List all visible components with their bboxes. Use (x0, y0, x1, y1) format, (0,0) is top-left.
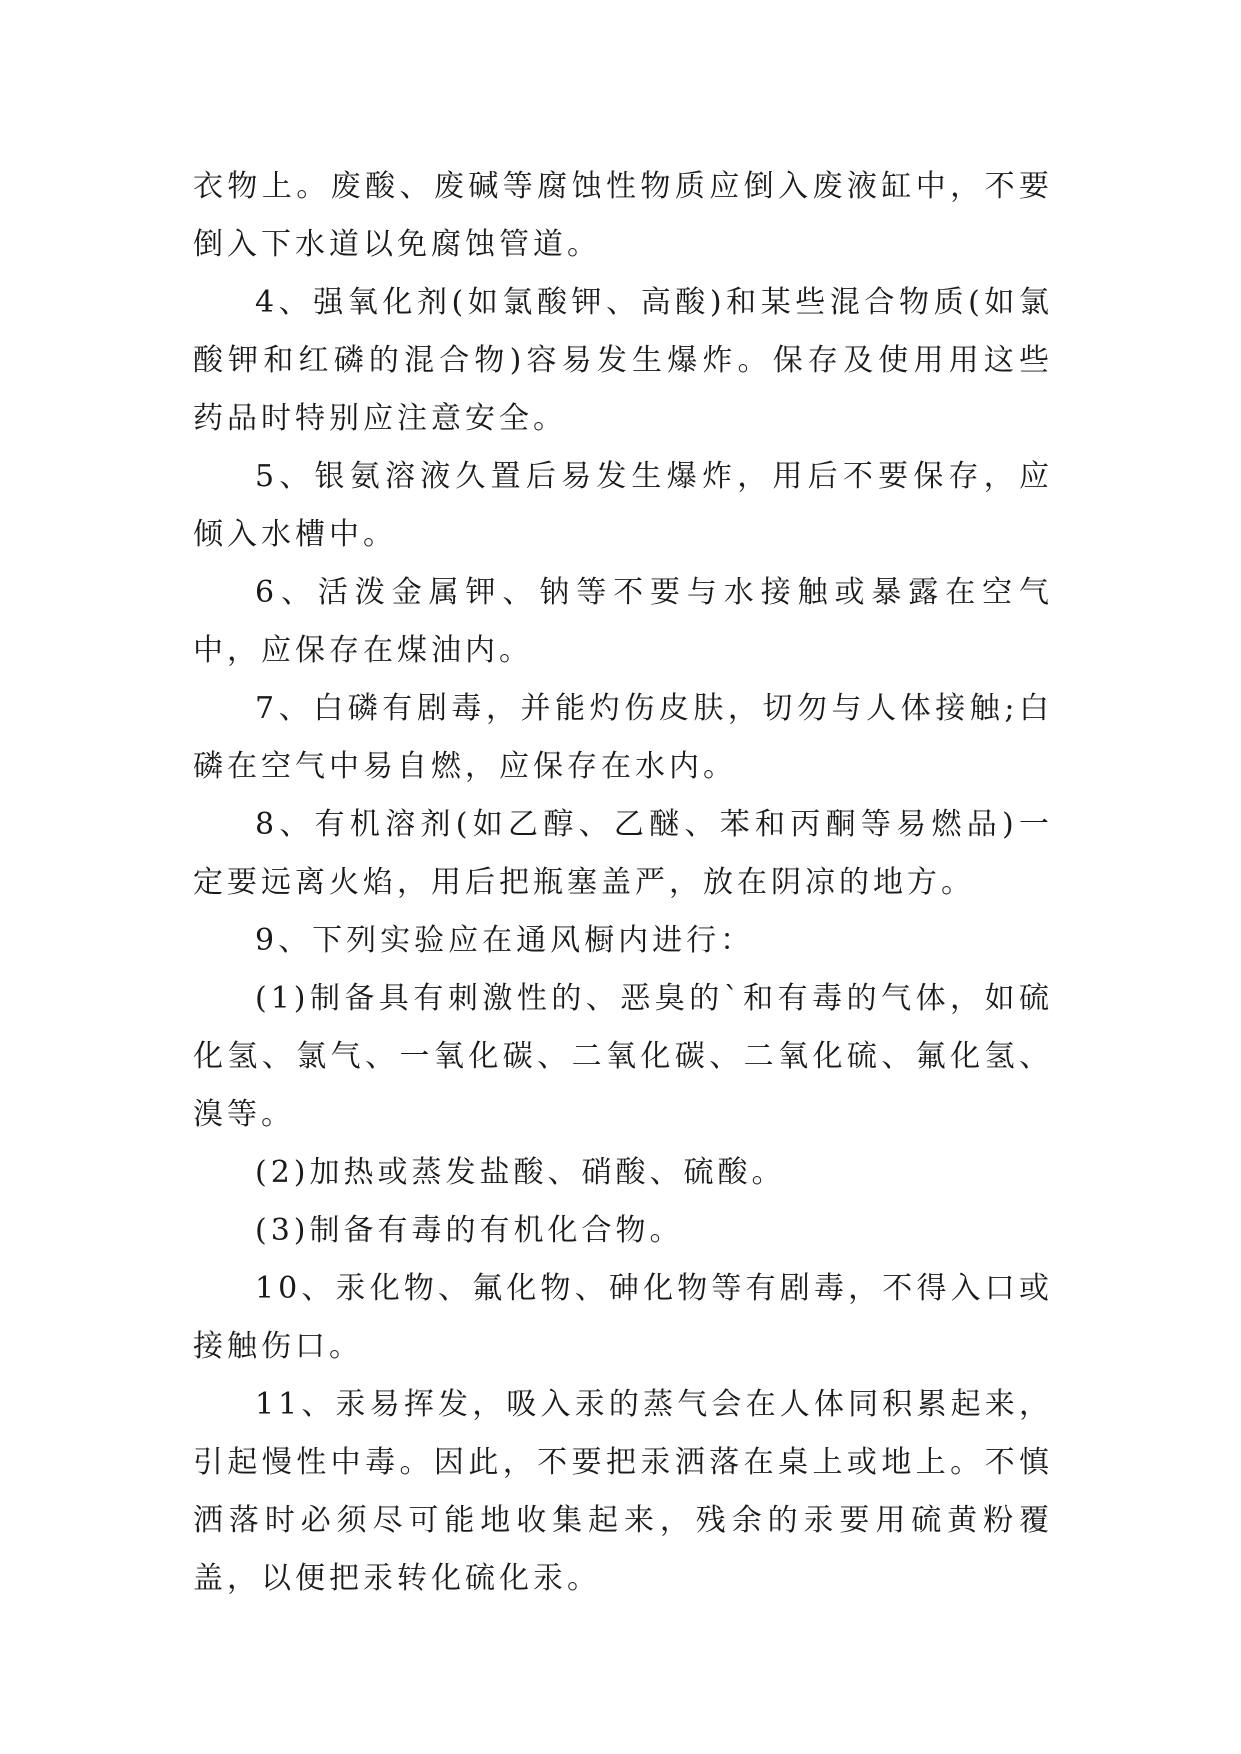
paragraph-subitem-2: (2)加热或蒸发盐酸、硝酸、硫酸。 (255, 1155, 786, 1190)
document-body (193, 158, 1053, 1608)
paragraph-continuation: 衣物上。废酸、废碱等腐蚀性物质应倒入废液缸中，不要倒入下水道以免腐蚀管道。 (193, 169, 1053, 262)
paragraph-subitem-3: (3)制备有毒的有机化合物。 (255, 1213, 684, 1248)
paragraph-item-11: 11、汞易挥发，吸入汞的蒸气会在人体同积累起来，引起慢性中毒。因此，不要把汞洒落在桌上或地上。不慎洒落时必须尽可能地收集起来，残余的汞要用硫黄粉覆盖，以便把汞转化硫化汞。 (193, 1387, 1053, 1596)
paragraph-item-7: 7、白磷有剧毒，并能灼伤皮肤，切勿与人体接触;白磷在空气中易自燃，应保存在水内。 (193, 691, 1053, 784)
paragraph-item-8: 8、有机溶剂(如乙醇、乙醚、苯和丙酮等易燃品)一定要远离火焰，用后把瓶塞盖严，放在阴凉的地方。 (193, 807, 1053, 900)
paragraph-subitem-1: (1)制备具有刺激性的、恶臭的`和有毒的气体，如硫化氢、氯气、一氧化碳、二氧化碳、二氧化硫、氟化氢、溴等。 (193, 981, 1053, 1132)
paragraph-item-6: 6、活泼金属钾、钠等不要与水接触或暴露在空气中，应保存在煤油内。 (193, 575, 1053, 668)
paragraph-item-9: 9、下列实验应在通风橱内进行： (255, 923, 755, 958)
paragraph-item-4: 4、强氧化剂(如氯酸钾、高酸)和某些混合物质(如氯酸钾和红磷的混合物)容易发生爆炸。保存及使用用这些药品时特别应注意安全。 (193, 285, 1053, 436)
paragraph-item-5: 5、银氨溶液久置后易发生爆炸，用后不要保存，应倾入水槽中。 (193, 459, 1053, 552)
paragraph-item-10: 10、汞化物、氟化物、砷化物等有剧毒，不得入口或接触伤口。 (193, 1271, 1053, 1364)
